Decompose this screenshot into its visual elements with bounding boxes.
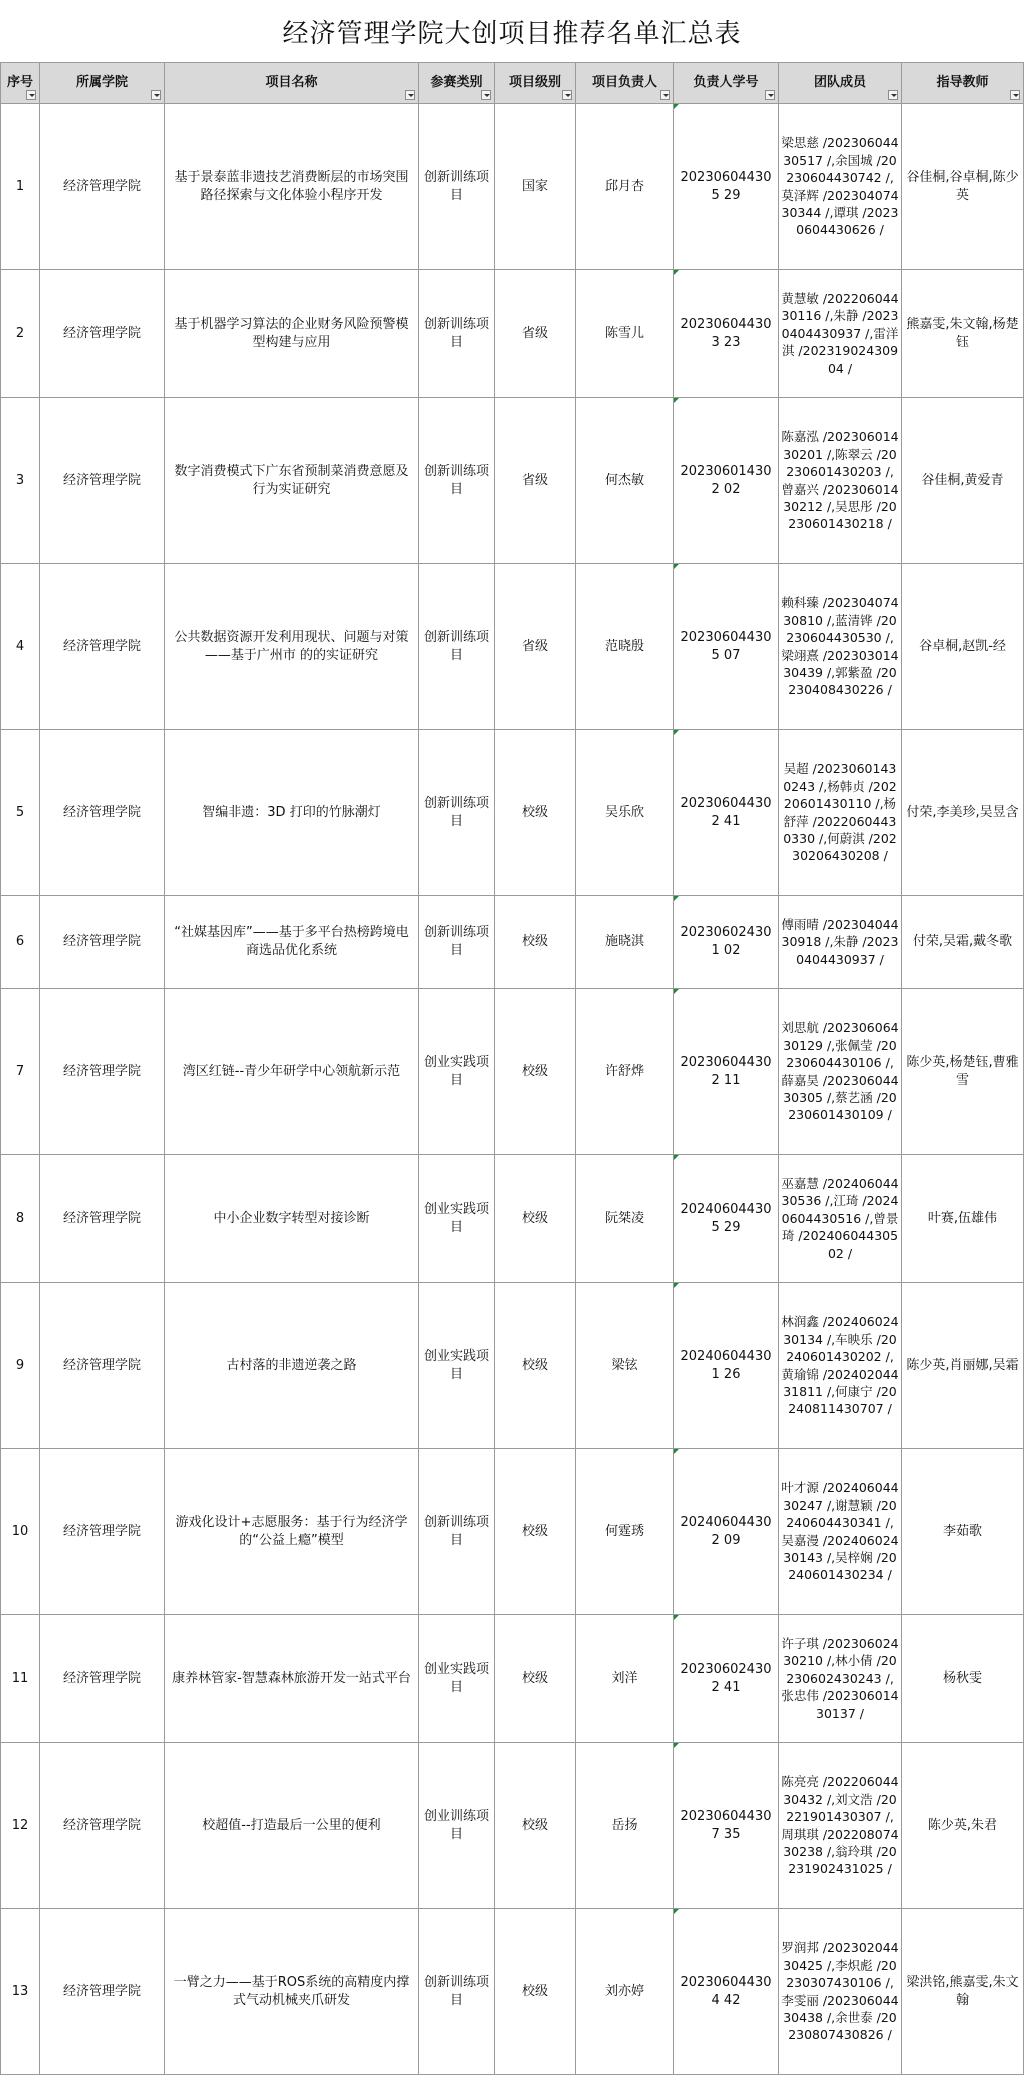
cell-student-id[interactable]: 202406044302 09 [674, 1449, 779, 1615]
cell-no[interactable]: 7 [1, 989, 40, 1155]
header-label: 负责人学号 [693, 75, 759, 90]
cell-members[interactable]: 傅雨晴 /20230404430918 /,朱静 /20230404430937 / [779, 896, 902, 989]
header-leader [576, 63, 674, 104]
cell-project-name[interactable]: 基于景泰蓝非遗技艺消费断层的市场突围路径探索与文化体验小程序开发 [165, 104, 419, 270]
cell-teachers[interactable]: 梁洪铭,熊嘉雯,朱文翰 [902, 1909, 1024, 2075]
cell-project-name[interactable]: 公共数据资源开发利用现状、问题与对策——基于广州市 的的实证研究 [165, 564, 419, 730]
cell-college[interactable]: 经济管理学院 [40, 104, 165, 270]
header-label: 所属学院 [75, 75, 128, 90]
cell-no[interactable]: 8 [1, 1155, 40, 1283]
page-title: 经济管理学院大创项目推荐名单汇总表 [0, 0, 1024, 63]
table-row [1, 1615, 1024, 1743]
cell-members[interactable]: 陈嘉泓 /20230601430201 /,陈翠云 /20230601430203 /,曾嘉兴 /20230601430212 /,吴思彤 /20230601430218 / [779, 398, 902, 564]
header-category [419, 63, 495, 104]
cell-project-name[interactable]: 校超值--打造最后一公里的便利 [165, 1743, 419, 1909]
cell-teachers[interactable]: 谷佳桐,谷卓桐,陈少英 [902, 104, 1024, 270]
cell-student-id[interactable]: 202306044302 41 [674, 730, 779, 896]
cell-college[interactable]: 经济管理学院 [40, 1155, 165, 1283]
cell-members[interactable]: 梁思慈 /20230604430517 /,余国城 /20230604430742 /,莫泽辉 /20230407430344 /,谭琪 /20230604430626 / [779, 104, 902, 270]
filter-dropdown-icon[interactable] [888, 90, 898, 100]
cell-level[interactable]: 校级 [495, 1283, 576, 1449]
cell-college[interactable]: 经济管理学院 [40, 564, 165, 730]
filter-dropdown-icon[interactable] [405, 90, 415, 100]
cell-no[interactable]: 10 [1, 1449, 40, 1615]
cell-teachers[interactable]: 陈少英,肖丽娜,吴霜 [902, 1283, 1024, 1449]
cell-student-id[interactable]: 202306044305 29 [674, 104, 779, 270]
cell-teachers[interactable]: 陈少英,朱君 [902, 1743, 1024, 1909]
table-row [1, 104, 1024, 270]
table-row [1, 1909, 1024, 2075]
cell-leader[interactable]: 刘洋 [576, 1615, 674, 1743]
cell-level[interactable]: 校级 [495, 1449, 576, 1615]
cell-no[interactable]: 13 [1, 1909, 40, 2075]
cell-category[interactable]: 创新训练项目 [419, 270, 495, 398]
cell-college[interactable]: 经济管理学院 [40, 1615, 165, 1743]
cell-members[interactable]: 陈亮亮 /20220604430432 /,刘文浩 /20221901430307 /,周琪琪 /20220807430238 /,翁玲琪 /20231902431025 / [779, 1743, 902, 1909]
cell-project-name[interactable]: 中小企业数字转型对接诊断 [165, 1155, 419, 1283]
cell-student-id[interactable]: 202306024301 02 [674, 896, 779, 989]
filter-dropdown-icon[interactable] [1010, 90, 1020, 100]
cell-leader[interactable]: 陈雪儿 [576, 270, 674, 398]
cell-college[interactable]: 经济管理学院 [40, 730, 165, 896]
cell-project-name[interactable]: 湾区红链--青少年研学中心领航新示范 [165, 989, 419, 1155]
cell-no[interactable]: 1 [1, 104, 40, 270]
cell-project-name[interactable]: 基于机器学习算法的企业财务风险预警模型构建与应用 [165, 270, 419, 398]
cell-leader[interactable]: 刘亦婷 [576, 1909, 674, 2075]
table-row [1, 896, 1024, 989]
cell-members[interactable]: 叶才源 /20240604430247 /,谢慧颖 /20240604430341 /,吴嘉漫 /20240602430143 /,吴梓娴 /20240601430234 / [779, 1449, 902, 1615]
cell-student-id[interactable]: 202406044301 26 [674, 1283, 779, 1449]
table-row [1, 989, 1024, 1155]
cell-college[interactable]: 经济管理学院 [40, 1909, 165, 2075]
cell-student-id[interactable]: 202306024302 41 [674, 1615, 779, 1743]
cell-category[interactable]: 创新训练项目 [419, 1909, 495, 2075]
cell-leader[interactable]: 岳扬 [576, 1743, 674, 1909]
cell-college[interactable]: 经济管理学院 [40, 1449, 165, 1615]
cell-category[interactable]: 创业实践项目 [419, 1283, 495, 1449]
cell-college[interactable]: 经济管理学院 [40, 989, 165, 1155]
header-label: 参赛类别 [430, 75, 483, 90]
cell-members[interactable]: 林润鑫 /20240602430134 /,车映乐 /20240601430202 /,黄瑜锦 /20240204431811 /,何康宁 /20240811430707 / [779, 1283, 902, 1449]
filter-dropdown-icon[interactable] [660, 90, 670, 100]
header-label: 项目名称 [265, 75, 318, 90]
filter-dropdown-icon[interactable] [26, 90, 36, 100]
cell-teachers[interactable]: 谷佳桐,黄爱青 [902, 398, 1024, 564]
cell-members[interactable]: 黄慧敏 /20220604430116 /,朱静 /20230404430937 /,雷洋淇 /20231902430904 / [779, 270, 902, 398]
cell-no[interactable]: 2 [1, 270, 40, 398]
header-level [495, 63, 576, 104]
recommendation-table [0, 62, 1024, 2075]
cell-project-name[interactable]: 古村落的非遗逆袭之路 [165, 1283, 419, 1449]
header-project-name [165, 63, 419, 104]
header-label: 团队成员 [813, 75, 866, 90]
filter-dropdown-icon[interactable] [481, 90, 491, 100]
table-row [1, 564, 1024, 730]
cell-teachers[interactable]: 付荣,吴霜,戴冬歌 [902, 896, 1024, 989]
cell-student-id[interactable]: 202406044305 29 [674, 1155, 779, 1283]
cell-level[interactable]: 校级 [495, 1155, 576, 1283]
cell-college[interactable]: 经济管理学院 [40, 896, 165, 989]
cell-student-id[interactable]: 202306044302 11 [674, 989, 779, 1155]
cell-no[interactable]: 4 [1, 564, 40, 730]
header-label: 序号 [6, 75, 33, 90]
cell-project-name[interactable]: 游戏化设计+志愿服务：基于行为经济学的“公益上瘾”模型 [165, 1449, 419, 1615]
cell-teachers[interactable]: 李茹歌 [902, 1449, 1024, 1615]
header-no [1, 63, 40, 104]
cell-no[interactable]: 9 [1, 1283, 40, 1449]
cell-leader[interactable]: 何杰敏 [576, 398, 674, 564]
cell-project-name[interactable]: 一臂之力——基于ROS系统的高精度内撑式气动机械夹爪研发 [165, 1909, 419, 2075]
cell-category[interactable]: 创新训练项目 [419, 730, 495, 896]
header-label: 项目级别 [508, 75, 561, 90]
cell-category[interactable]: 创新训练项目 [419, 896, 495, 989]
header-student-id [674, 63, 779, 104]
cell-level[interactable]: 省级 [495, 270, 576, 398]
cell-level[interactable]: 校级 [495, 1909, 576, 2075]
cell-college[interactable]: 经济管理学院 [40, 1283, 165, 1449]
cell-project-name[interactable]: 智编非遗：3D 打印的竹脉潮灯 [165, 730, 419, 896]
table-row [1, 1743, 1024, 1909]
cell-teachers[interactable]: 付荣,李美珍,吴昱含 [902, 730, 1024, 896]
cell-leader[interactable]: 何霆琇 [576, 1449, 674, 1615]
cell-category[interactable]: 创业实践项目 [419, 1615, 495, 1743]
cell-no[interactable]: 12 [1, 1743, 40, 1909]
table-row [1, 1449, 1024, 1615]
cell-leader[interactable]: 范晓殷 [576, 564, 674, 730]
cell-members[interactable]: 许子琪 /20230602430210 /,林小倩 /20230602430243 /,张忠伟 /20230601430137 / [779, 1615, 902, 1743]
cell-student-id[interactable]: 202306044303 23 [674, 270, 779, 398]
cell-category[interactable]: 创业训练项目 [419, 1743, 495, 1909]
cell-project-name[interactable]: 数字消费模式下广东省预制菜消费意愿及行为实证研究 [165, 398, 419, 564]
header-label: 项目负责人 [591, 75, 657, 90]
cell-leader[interactable]: 梁铉 [576, 1283, 674, 1449]
cell-category[interactable]: 创业实践项目 [419, 1155, 495, 1283]
cell-no[interactable]: 3 [1, 398, 40, 564]
header-label: 指导教师 [936, 75, 989, 90]
cell-leader[interactable]: 阮桀凌 [576, 1155, 674, 1283]
cell-members[interactable]: 刘思航 /20230606430129 /,张佩莹 /20230604430106 /,薛嘉昊 /20230604430305 /,蔡艺涵 /20230601430109 / [779, 989, 902, 1155]
filter-dropdown-icon[interactable] [765, 90, 775, 100]
cell-leader[interactable]: 施晓淇 [576, 896, 674, 989]
cell-student-id[interactable]: 202306044304 42 [674, 1909, 779, 2075]
cell-members[interactable]: 吴超 /20230601430243 /,杨韩贞 /20220601430110 /,杨舒萍 /20220604430330 /,何蔚淇 /20230206430208 / [779, 730, 902, 896]
cell-student-id[interactable]: 202306044305 07 [674, 564, 779, 730]
cell-teachers[interactable]: 谷卓桐,赵凯-经 [902, 564, 1024, 730]
cell-level[interactable]: 校级 [495, 896, 576, 989]
cell-level[interactable]: 校级 [495, 989, 576, 1155]
table-header [1, 63, 1024, 104]
cell-no[interactable]: 11 [1, 1615, 40, 1743]
table-row [1, 1155, 1024, 1283]
header-members [779, 63, 902, 104]
table-row [1, 1283, 1024, 1449]
cell-student-id[interactable]: 202306044307 35 [674, 1743, 779, 1909]
cell-category[interactable]: 创业实践项目 [419, 989, 495, 1155]
cell-category[interactable]: 创新训练项目 [419, 1449, 495, 1615]
cell-teachers[interactable]: 熊嘉雯,朱文翰,杨楚钰 [902, 270, 1024, 398]
cell-college[interactable]: 经济管理学院 [40, 398, 165, 564]
cell-leader[interactable]: 邱月杏 [576, 104, 674, 270]
cell-no[interactable]: 6 [1, 896, 40, 989]
cell-leader[interactable]: 许舒烨 [576, 989, 674, 1155]
table-row [1, 270, 1024, 398]
cell-members[interactable]: 巫嘉慧 /20240604430536 /,江琦 /20240604430516 /,曾景琦 /20240604430502 / [779, 1155, 902, 1283]
filter-dropdown-icon[interactable] [562, 90, 572, 100]
cell-level[interactable]: 省级 [495, 564, 576, 730]
cell-level[interactable]: 校级 [495, 1743, 576, 1909]
table-body [1, 104, 1024, 2075]
cell-level[interactable]: 校级 [495, 1615, 576, 1743]
cell-level[interactable]: 省级 [495, 398, 576, 564]
table-row [1, 730, 1024, 896]
cell-college[interactable]: 经济管理学院 [40, 270, 165, 398]
cell-category[interactable]: 创新训练项目 [419, 564, 495, 730]
cell-level[interactable]: 国家 [495, 104, 576, 270]
cell-level[interactable]: 校级 [495, 730, 576, 896]
cell-college[interactable]: 经济管理学院 [40, 1743, 165, 1909]
cell-project-name[interactable]: 康养林管家-智慧森林旅游开发一站式平台 [165, 1615, 419, 1743]
table-row [1, 398, 1024, 564]
cell-no[interactable]: 5 [1, 730, 40, 896]
cell-members[interactable]: 罗润邦 /20230204430425 /,李炽彪 /20230307430106 /,李雯丽 /20230604430438 /,余世泰 /20230807430826 / [779, 1909, 902, 2075]
cell-teachers[interactable]: 陈少英,杨楚钰,曹雅雪 [902, 989, 1024, 1155]
cell-category[interactable]: 创新训练项目 [419, 104, 495, 270]
cell-members[interactable]: 赖科臻 /20230407430810 /,蓝清铧 /20230604430530 /,梁翊熹 /20230301430439 /,郭紫盈 /20230408430226 / [779, 564, 902, 730]
cell-teachers[interactable]: 叶赛,伍雄伟 [902, 1155, 1024, 1283]
header-college [40, 63, 165, 104]
cell-leader[interactable]: 吴乐欣 [576, 730, 674, 896]
header-teachers [902, 63, 1024, 104]
cell-category[interactable]: 创新训练项目 [419, 398, 495, 564]
filter-dropdown-icon[interactable] [151, 90, 161, 100]
cell-student-id[interactable]: 202306014302 02 [674, 398, 779, 564]
cell-teachers[interactable]: 杨秋雯 [902, 1615, 1024, 1743]
cell-project-name[interactable]: “社媒基因库”——基于多平台热榜跨境电商选品优化系统 [165, 896, 419, 989]
